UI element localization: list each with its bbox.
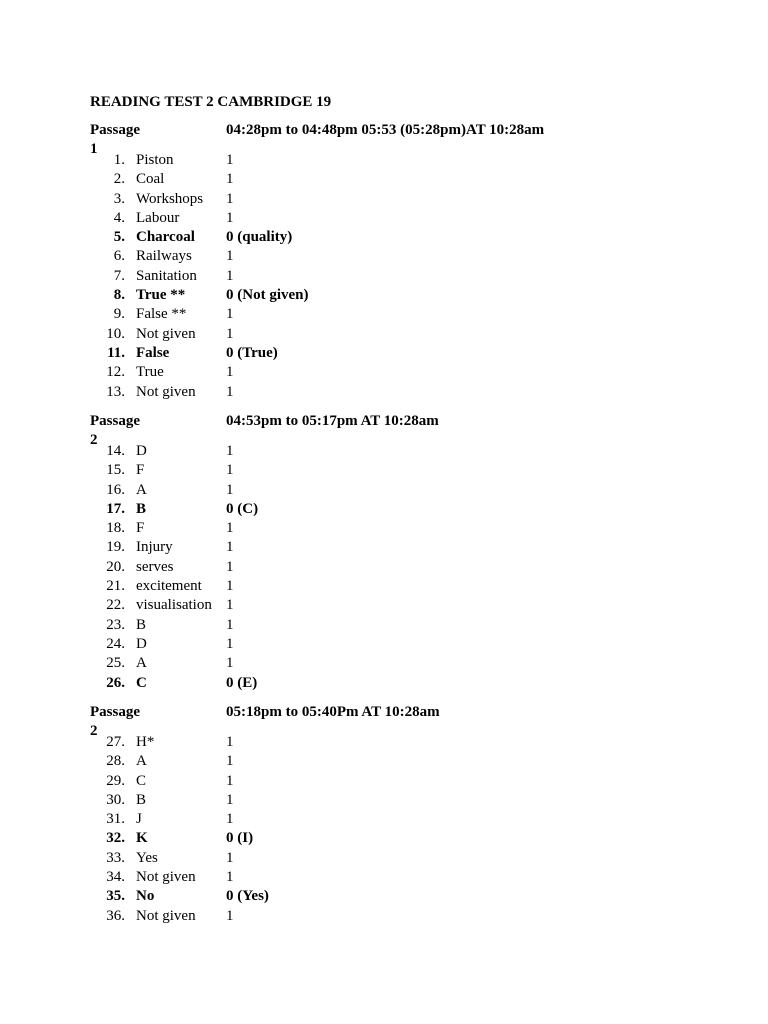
question-number: 28.	[106, 753, 125, 770]
question-number: 15.	[106, 462, 125, 479]
answer-score: 1	[226, 635, 234, 652]
answer-text: excitement	[136, 578, 202, 595]
passage-time: 04:53pm to 05:17pm AT 10:28am	[226, 413, 439, 429]
answer-score: 1	[226, 443, 234, 459]
answer-score: 0 (E)	[226, 674, 258, 691]
question-number: 35.	[106, 888, 125, 905]
answer-text: False **	[136, 306, 187, 323]
question-number: 11.	[107, 344, 125, 361]
answer-text: J	[136, 811, 142, 828]
answer-score: 1	[226, 616, 234, 633]
question-number: 10.	[106, 325, 125, 342]
answer-text: Charcoal	[136, 229, 195, 246]
question-number: 30.	[106, 791, 125, 808]
answer-score: 1	[226, 267, 234, 284]
answer-text: Railways	[136, 248, 192, 265]
answer-score: 1	[226, 558, 234, 575]
answer-score: 1	[226, 248, 234, 265]
answer-score: 0 (True)	[226, 344, 278, 361]
question-number: 22.	[106, 597, 125, 614]
answer-score: 1	[226, 597, 234, 614]
question-number: 19.	[106, 539, 125, 556]
question-number: 5.	[113, 229, 125, 246]
question-number: 3.	[113, 190, 125, 207]
answer-score: 1	[226, 907, 234, 924]
answer-score: 1	[226, 462, 234, 479]
question-number: 8.	[113, 287, 125, 304]
answer-text: Piston	[136, 152, 174, 168]
answer-score: 1	[226, 481, 234, 498]
answer-score: 1	[226, 849, 234, 866]
answer-text: B	[136, 791, 147, 808]
answer-text: A	[136, 753, 147, 770]
answer-text: Not given	[136, 869, 196, 886]
answer-text: visualisation	[136, 597, 212, 614]
question-number: 17.	[106, 500, 125, 517]
answer-score: 1	[226, 190, 234, 207]
question-number: 20.	[106, 558, 125, 575]
answer-text: Injury	[136, 539, 173, 556]
answer-score: 1	[226, 791, 234, 808]
answer-text: Yes	[136, 849, 158, 866]
passage-label: Passage 1	[90, 122, 140, 157]
answer-score: 1	[226, 772, 234, 789]
passage-label: Passage 2	[90, 704, 140, 739]
answer-score: 0 (Not given)	[226, 287, 309, 304]
answer-text: Not given	[136, 907, 196, 924]
answer-text: serves	[136, 558, 174, 575]
answer-score: 1	[226, 734, 234, 750]
answer-text: False	[136, 344, 170, 361]
answer-score: 1	[226, 655, 234, 672]
answer-text: Sanitation	[136, 267, 197, 284]
answer-text: D	[136, 443, 147, 459]
question-number: 16.	[106, 481, 125, 498]
question-number: 9.	[113, 306, 125, 323]
answer-text: True **	[136, 287, 186, 304]
answer-score: 1	[226, 171, 234, 188]
question-number: 12.	[106, 364, 125, 381]
answer-text: F	[136, 520, 145, 537]
answer-score: 1	[226, 811, 234, 828]
answer-score: 1	[226, 152, 234, 168]
question-number: 18.	[106, 520, 125, 537]
answer-text: Not given	[136, 383, 196, 400]
answer-score: 1	[226, 539, 234, 556]
question-number: 36.	[106, 907, 125, 924]
question-number: 25.	[106, 655, 125, 672]
question-number: 31.	[106, 811, 125, 828]
answer-score: 1	[226, 520, 234, 537]
answer-score: 0 (Yes)	[226, 888, 269, 905]
answer-text: Not given	[136, 325, 196, 342]
answer-text: K	[136, 830, 148, 847]
answer-text: B	[136, 500, 147, 517]
question-number: 32.	[106, 830, 125, 847]
answer-text: Labour	[136, 209, 180, 226]
answer-score: 1	[226, 383, 234, 400]
question-number: 4.	[113, 209, 125, 226]
answer-score: 1	[226, 578, 234, 595]
answer-score: 0 (C)	[226, 500, 259, 517]
answer-text: D	[136, 635, 147, 652]
page-title: READING TEST 2 CAMBRIDGE 19	[90, 94, 332, 110]
answer-score: 1	[226, 364, 234, 381]
answer-text: Coal	[136, 171, 165, 188]
answer-text: H*	[136, 734, 155, 750]
answer-text: C	[136, 674, 147, 691]
answer-text: A	[136, 655, 147, 672]
question-number: 27.	[106, 734, 125, 750]
answer-score: 0 (quality)	[226, 229, 293, 246]
question-number: 6.	[113, 248, 125, 265]
answer-text: A	[136, 481, 147, 498]
question-number: 13.	[106, 383, 125, 400]
answer-score: 1	[226, 209, 234, 226]
passage-label: Passage 2	[90, 413, 140, 448]
question-number: 1.	[113, 152, 125, 168]
question-number: 33.	[106, 849, 125, 866]
question-number: 23.	[106, 616, 125, 633]
answer-score: 0 (I)	[226, 830, 254, 847]
answer-score: 1	[226, 869, 234, 886]
question-number: 34.	[106, 869, 125, 886]
question-number: 29.	[106, 772, 125, 789]
question-number: 24.	[106, 635, 125, 652]
answer-score: 1	[226, 753, 234, 770]
answer-text: Workshops	[136, 190, 204, 207]
answer-text: C	[136, 772, 147, 789]
question-number: 26.	[106, 674, 125, 691]
passage-time: 05:18pm to 05:40Pm AT 10:28am	[226, 704, 440, 720]
answer-text: No	[136, 888, 155, 905]
answer-score: 1	[226, 306, 234, 323]
question-number: 2.	[113, 171, 125, 188]
passage-time: 04:28pm to 04:48pm 05:53 (05:28pm)AT 10:28am	[226, 122, 545, 138]
answer-text: B	[136, 616, 147, 633]
answer-text: True	[136, 364, 164, 381]
question-number: 14.	[106, 443, 125, 459]
answer-score: 1	[226, 325, 234, 342]
answer-text: F	[136, 462, 145, 479]
question-number: 21.	[106, 578, 125, 595]
question-number: 7.	[113, 267, 125, 284]
